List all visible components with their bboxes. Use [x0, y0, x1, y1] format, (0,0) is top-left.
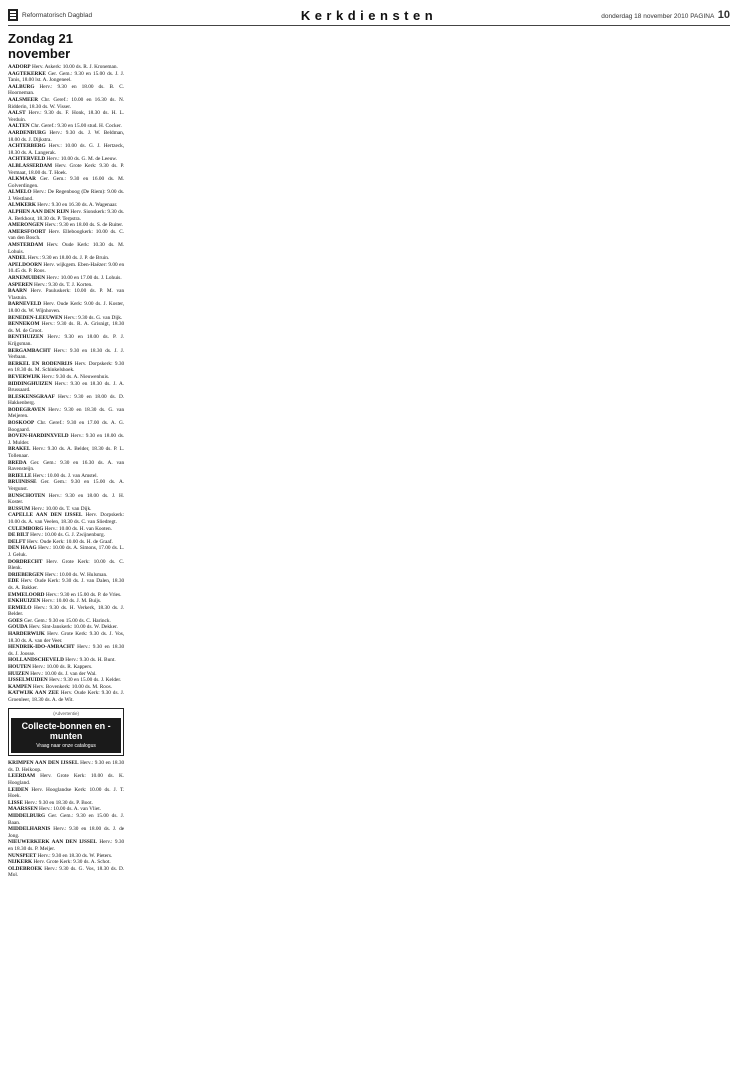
- entry-text: Herv.: 9.30 en 18.30 ds. J. A. Brussaard.: [8, 380, 125, 394]
- entry-text: Herv.: 9.30 en 18.00 ds. J. P. de Bruin.: [26, 255, 110, 262]
- entry-place: ERMELO: [8, 604, 32, 611]
- listing-entry: [8, 123, 124, 130]
- entry-place: ACHTERVELD: [8, 156, 46, 163]
- listing-entry: [8, 130, 124, 143]
- listing-entry: [8, 420, 124, 433]
- listing-entry: [8, 618, 124, 625]
- entry-text: Herv. Grote Kerk: 10.00 ds. C. Blenk.: [8, 558, 125, 572]
- listing-entry: [8, 578, 124, 591]
- listing-entry: [8, 255, 124, 262]
- entry-place: ANDEL: [8, 255, 27, 262]
- entry-place: DE BILT: [8, 532, 29, 539]
- page-header: [8, 6, 730, 24]
- entry-text: Herv. Sionskerk: 9.30 ds. A. Berkhout, 18.30 ds. P. Terpstra.: [8, 209, 125, 222]
- entry-text: Ger. Gem.: 9.30 en 15.00 ds. C. Harinck.: [22, 617, 111, 624]
- entry-place: ALBLASSERDAM: [8, 162, 53, 169]
- entry-place: AMSTERDAM: [8, 242, 44, 249]
- entry-text: Herv. Oude Kerk: 9.30 ds. J. Groenleer, 18.30 ds. A. de Wit.: [8, 690, 125, 703]
- entry-place: BODEGRAVEN: [8, 406, 46, 413]
- listing-entry: [8, 479, 124, 492]
- listing-entry: [8, 859, 124, 866]
- entry-text: Herv. Bovenkerk: 10.00 ds. M. Roos.: [31, 683, 112, 690]
- entry-place: EMMELOORD: [8, 591, 45, 598]
- entry-text: Herv.: 9.30 en 18.00 ds. J. H. Koster.: [8, 492, 125, 506]
- entry-place: DELFT: [8, 538, 26, 545]
- entry-text: Herv.: 9.30 en 18.30 ds. G. van Meijeren.: [8, 406, 125, 420]
- entry-place: BOVEN-HARDINXVELD: [8, 433, 69, 440]
- entry-place: CULEMBORG: [8, 525, 44, 532]
- entry-place: BUNSCHOTEN: [8, 492, 46, 499]
- entry-place: ENKHUIZEN: [8, 598, 41, 605]
- entry-place: BRUINISSE: [8, 479, 37, 486]
- entry-place: MIDDELHARNIS: [8, 826, 51, 833]
- listing-entry: [8, 493, 124, 506]
- entry-text: Herv.: 9.30 ds. H. Bunt.: [63, 657, 116, 664]
- entry-place: BERGAMBACHT: [8, 347, 51, 354]
- listing-entry: [8, 773, 124, 786]
- entry-text: Ger. Gem.: 9.30 en 15.00 ds. J. J. Tanis, 18.00 lst. A. Jongeneel.: [8, 70, 125, 84]
- entry-place: AMERONGEN: [8, 222, 44, 229]
- listing-entry: [8, 526, 124, 533]
- entry-place: AMERSFOORT: [8, 228, 46, 235]
- entry-text: Herv.: 9.30 ds. J. W. Beldman, 18.00 ds. J. Dijkstra.: [8, 129, 125, 143]
- entry-text: Chr. Geref.: 10.00 en 16.30 ds. N. Ridderin, 18.30 ds. W. Visser.: [8, 96, 125, 110]
- header-right: [560, 9, 730, 21]
- listing-entry: [8, 572, 124, 579]
- entry-text: Herv.: 9.30 en 18.30 ds. D. Heikoop.: [8, 760, 125, 773]
- entry-place: AAGTEKERKE: [8, 70, 46, 77]
- entry-place: AALST: [8, 110, 26, 117]
- entry-place: BAARN: [8, 288, 27, 295]
- listing-entry: [8, 866, 124, 879]
- entry-text: Herv. Grote Kerk: 9.30 ds. J. Vos, 18.30 ds. A. van der Veer.: [8, 631, 125, 644]
- entry-place: ACHTERBERG: [8, 143, 46, 150]
- listing-entry: [8, 202, 124, 209]
- entry-place: DEN HAAG: [8, 545, 37, 552]
- entry-text: Herv.: 9.30 ds. H. Verkerk, 18.30 ds. J. Belder.: [8, 604, 125, 618]
- entry-place: EDE: [8, 578, 19, 585]
- listing-entry: [8, 806, 124, 813]
- listing-entry: [8, 163, 124, 176]
- listing-entry: [8, 209, 124, 222]
- entry-place: KATWIJK AAN ZEE: [8, 690, 59, 697]
- listing-entry: [8, 690, 124, 703]
- advert-body: Vraag naar onze catalogus: [36, 743, 96, 750]
- listing-entry: [8, 407, 124, 420]
- entry-text: Herv.: 9.30 en 18.30 ds. P. Boot.: [23, 799, 93, 806]
- listing-entry: [8, 321, 124, 334]
- listing-entry: [8, 348, 124, 361]
- entry-place: BUSSUM: [8, 505, 31, 512]
- listing-entry: [8, 156, 124, 163]
- entry-text: Herv.: 9.30 en 18.30 ds. W. Pieters.: [36, 852, 113, 859]
- listing-entry: [8, 787, 124, 800]
- entry-place: BERKEL EN RODENRIJS: [8, 360, 73, 367]
- entry-text: Herv.: 9.30 en 18.00 ds. D. Hakkenberg.: [8, 393, 125, 407]
- listing-entry: [8, 813, 124, 826]
- header-left: [8, 9, 178, 21]
- entry-place: BENTHUIZEN: [8, 334, 44, 341]
- entry-place: HOUTEN: [8, 664, 31, 671]
- entry-place: BLESKENSGRAAF: [8, 393, 55, 400]
- listing-entry: [8, 288, 124, 301]
- listing-entry: [8, 559, 124, 572]
- entry-text: Herv. Dorpskerk: 10.00 ds. A. van Veelen, 18.30 ds. C. van Sliedregt.: [8, 512, 125, 525]
- listing-entry: [8, 800, 124, 807]
- entry-text: Herv. Grote Kerk: 9.30 ds. A. Schot.: [32, 859, 111, 866]
- entry-text: Herv. wijkgem. Eben-Haëzer: 9.00 en 10.45 ds. P. Roos.: [8, 261, 125, 275]
- entry-place: LISSE: [8, 799, 24, 806]
- entry-text: Herv.: 9.30 ds. G. Vos, 18.30 ds. D. Mol.: [8, 865, 125, 879]
- entry-place: DORDRECHT: [8, 558, 43, 565]
- entry-text: Herv.: 9.30 en 18.00 ds. J. de Jong.: [8, 826, 125, 839]
- advertisement: [8, 708, 124, 757]
- listing-entry: [8, 592, 124, 599]
- listing-entry: [8, 71, 124, 84]
- entry-text: Herv.: 10.00 ds. G. M. de Leeuw.: [45, 156, 118, 163]
- entry-text: Herv. Dorpskerk: 9.30 en 18.30 ds. M. Schinkelshoek.: [8, 360, 125, 374]
- entry-place: ALMELO: [8, 189, 32, 196]
- entry-place: BARNEVELD: [8, 301, 42, 308]
- entry-text: Herv.: 10.00 ds. R. Kappers.: [30, 664, 93, 671]
- listing-entry: [8, 598, 124, 605]
- listing-entry: [8, 671, 124, 678]
- entry-place: BEVERWIJK: [8, 373, 41, 380]
- entry-place: NIJKERK: [8, 859, 33, 866]
- listing-entry: [8, 110, 124, 123]
- listing-columns: [8, 31, 730, 1061]
- listing-entry: [8, 446, 124, 459]
- entry-place: LEIDEN: [8, 786, 29, 793]
- entry-place: KAMPEN: [8, 683, 32, 690]
- listing-entry: [8, 657, 124, 664]
- listing-entry: [8, 334, 124, 347]
- entry-text: Herv.: 9.30 ds. G. van Dijk.: [62, 314, 123, 321]
- listing-entry: [8, 433, 124, 446]
- entry-place: DRIEBERGEN: [8, 571, 44, 578]
- entry-place: BENNEKOM: [8, 321, 40, 328]
- entry-place: AALSMEER: [8, 96, 39, 103]
- entry-text: Herv.: 9.30 en 18.00 ds. S. de Ruiter.: [43, 222, 124, 229]
- entry-text: Herv. Hooglandse Kerk: 10.00 ds. J. T. Hoek.: [8, 786, 125, 800]
- entry-place: ALMKERK: [8, 202, 36, 209]
- entry-text: Herv.: 9.30 ds. F. Honk, 18.30 ds. H. L. Verduin.: [8, 110, 125, 123]
- entry-place: BREDA: [8, 459, 27, 466]
- listing-entry: [8, 374, 124, 381]
- entry-place: MIDDELBURG: [8, 812, 46, 819]
- listing-entry: [8, 189, 124, 202]
- entry-text: Herv. Sint-Janskerk: 10.00 ds. W. Dekker.: [27, 624, 118, 631]
- entry-text: Ger. Gem.: 9.30 en 15.00 ds. A. Vergunst.: [8, 479, 125, 492]
- listing-entry: [8, 84, 124, 97]
- entry-place: NUNSPEET: [8, 852, 37, 859]
- entry-text: Chr. Geref.: 9.30 en 15.00 stud. H. Cocker.: [29, 123, 122, 130]
- entry-text: Herv.: 10.00 ds. W. Hulsman.: [43, 571, 108, 578]
- page-number: 10: [717, 9, 730, 21]
- listing-entry: [8, 545, 124, 558]
- entry-place: CAPELLE AAN DEN IJSSEL: [8, 512, 83, 519]
- entry-place: GOUDA: [8, 624, 28, 631]
- entry-text: Herv.: 9.30 en 18.30 ds. J. Joosse.: [8, 644, 125, 657]
- advert-label: (Advertentie): [53, 710, 79, 716]
- entry-place: MAARSSEN: [8, 806, 38, 813]
- listing-entry: [8, 229, 124, 242]
- section-title: Zondag 21 november: [8, 31, 74, 61]
- entry-text: Herv.: 10.00 en 17.00 ds. J. Lohuis.: [45, 275, 122, 281]
- publication-date: donderdag 18 november 2010: [601, 13, 689, 20]
- entry-text: Herv.: 9.30 en 15.00 ds. J. Kelder.: [47, 677, 122, 684]
- entry-text: Herv. Oude Kerk: 9.00 ds. J. Koster, 18.00 ds. W. Wijnhoven.: [8, 301, 125, 314]
- entry-place: GOES: [8, 617, 23, 624]
- entry-text: Herv. Elleboogkerk: 10.00 ds. C. van den Bosch.: [8, 228, 125, 242]
- entry-text: Herv.: 9.30 en 18.30 ds. J. J. Verbaan.: [8, 347, 125, 361]
- entry-text: Herv.: 10.00 ds. G. J. Zwijnenburg.: [28, 532, 105, 539]
- entry-place: KRIMPEN AAN DEN IJSSEL: [8, 760, 79, 767]
- listing-entry: [8, 143, 124, 156]
- entry-place: HUIZEN: [8, 670, 29, 677]
- entry-text: Herv.: 9.30 en 16.30 ds. A. Wagenaar.: [35, 202, 118, 209]
- listing-entry: [8, 512, 124, 525]
- entry-text: Herv. Oude Kerk: 10.00 ds. H. de Graaf.: [25, 538, 113, 545]
- entry-text: Herv. Askerk: 10.00 ds. R. J. Kroneman.: [30, 64, 118, 70]
- entry-place: BENEDEN-LEEUWEN: [8, 314, 63, 321]
- entry-place: BRIELLE: [8, 472, 32, 479]
- listing-entry: [8, 826, 124, 839]
- listing-entry: [8, 361, 124, 374]
- entry-place: AALBURG: [8, 83, 35, 90]
- entry-place: APELDOORN: [8, 261, 42, 268]
- listing-entry: [8, 381, 124, 394]
- entry-place: HOLLANDSCHEVELD: [8, 657, 64, 664]
- entry-place: BRAKEL: [8, 446, 31, 453]
- listing-entry: [8, 460, 124, 473]
- listing-entry: [8, 631, 124, 644]
- listing-entry: [8, 282, 124, 289]
- entry-text: Herv.: 10.00 ds. J. M. Buijs.: [40, 598, 102, 605]
- entry-text: Ger. Gem.: 9.30 en 16.30 ds. A. van Ravensteijn.: [8, 459, 125, 473]
- entry-place: HARDERWIJK: [8, 631, 45, 638]
- advert-box: [11, 718, 121, 753]
- entry-text: Ger. Gem.: 9.30 en 16.00 ds. M. Golverdingen.: [8, 176, 125, 189]
- listing-entry: [8, 624, 124, 631]
- listing-entry: [8, 301, 124, 314]
- listing-entry: [8, 853, 124, 860]
- entry-text: Herv.: 9.30 en 18.00 ds. J. Mulder.: [8, 433, 125, 446]
- entry-text: Herv.: 10.00 ds. G. J. Hertzeck, 18.30 ds. A. Langerak.: [8, 143, 125, 156]
- listing-entry: [8, 262, 124, 275]
- listing-entry: [8, 839, 124, 852]
- entry-text: Herv.: 10.00 ds. A. Simons, 17.00 ds. L. J. Geluk.: [8, 545, 125, 558]
- listing-entry: [8, 539, 124, 546]
- entry-place: BIDDINGHUIZEN: [8, 380, 53, 387]
- entry-text: Herv.: 10.00 ds. A. van Vliet.: [37, 806, 101, 813]
- entry-text: Herv.: 9.30 en 18.00 ds. B. C. Hoorneman.: [8, 83, 125, 97]
- listing-entry: [8, 760, 124, 773]
- entry-text: Herv.: 9.30 en 15.00 ds. P. de Vries.: [44, 591, 122, 598]
- entry-text: Herv.: 10.00 ds. J. van Amstel.: [31, 472, 98, 479]
- listing-entry: [8, 677, 124, 684]
- publication-name: Reformatorisch Dagblad: [22, 11, 93, 19]
- entry-text: Herv.: 9.30 en 18.30 ds. P. Meijer.: [8, 839, 125, 852]
- entry-place: AARDENBURG: [8, 129, 46, 136]
- page-label: PAGINA: [690, 13, 714, 20]
- entry-place: NIEUWERKERK AAN DEN IJSSEL: [8, 839, 97, 846]
- entry-text: Herv.: 9.30 ds. T. J. Korten.: [32, 281, 93, 288]
- advert-headline: Collecte-bonnen en -munten: [21, 721, 111, 742]
- entry-text: Ger. Gem.: 9.30 en 15.00 ds. J. Baan.: [8, 812, 125, 826]
- entry-text: Herv. Pauluskerk: 10.00 ds. P. M. van Vlastuin.: [8, 288, 125, 301]
- listing-entry: [8, 664, 124, 671]
- entry-place: AALTEN: [8, 123, 30, 130]
- entry-text: Herv. Oude Kerk: 10.30 ds. M. Lohuis.: [8, 242, 125, 255]
- entry-place: ALPHEN AAN DEN RIJN: [8, 209, 69, 216]
- entry-place: HENDRIK-IDO-AMBACHT: [8, 644, 75, 651]
- entry-text: Herv. Grote Kerk: 9.30 ds. P. Vermaat, 18.00 ds. T. Hoek.: [8, 162, 125, 176]
- listing-entry: [8, 222, 124, 229]
- entry-text: Herv.: 9.30 ds. A. Nieuwenhuis.: [40, 373, 110, 380]
- logo-icon: [8, 9, 18, 21]
- listing-entry: [8, 644, 124, 657]
- entry-place: ASPEREN: [8, 281, 33, 288]
- listing-entry: [8, 532, 124, 539]
- entry-place: OLDEBROEK: [8, 865, 43, 872]
- entry-text: Herv.: 10.00 ds. T. van Dijk.: [30, 505, 92, 512]
- entry-text: Herv.: 10.00 ds. H. van Kooten.: [43, 525, 112, 532]
- entry-text: Herv.: 9.30 ds. R. A. Grisnigt, 18.30 ds. M. de Groot.: [8, 321, 125, 334]
- listing-entry: [8, 394, 124, 407]
- listing-entry: [8, 605, 124, 618]
- entry-place: BOSKOOP: [8, 420, 35, 427]
- entry-text: Chr. Geref.: 9.30 en 17.00 ds. A. G. Boogaard.: [8, 420, 125, 433]
- entry-place: IJSSELMUIDEN: [8, 677, 48, 684]
- listing-entry: [8, 684, 124, 691]
- listing-entry: [8, 97, 124, 110]
- entry-text: Herv.: 9.30 en 18.00 ds. P. J. Krijgsman.: [8, 334, 125, 347]
- listing-entry: [8, 315, 124, 322]
- entry-place: ARNEMUIDEN: [8, 275, 46, 281]
- listing-entry: [8, 242, 124, 255]
- listing-entry: [8, 64, 124, 71]
- listing-entry: [8, 506, 124, 513]
- entry-text: Herv.: 10.00 ds. J. van der Wal.: [28, 670, 97, 677]
- entry-place: LEERDAM: [8, 773, 36, 780]
- page-title: Kerkdiensten: [300, 7, 438, 23]
- listing-entry: [8, 176, 124, 189]
- entry-text: Herv. Oude Kerk: 9.30 ds. J. van Dalen, 18.30 ds. A. Bakker.: [8, 578, 125, 591]
- header-rule: [8, 25, 730, 26]
- listing-entry: [8, 275, 124, 282]
- entry-place: ALKMAAR: [8, 176, 36, 183]
- entry-place: AADORP: [8, 64, 31, 70]
- listing-entry: [8, 473, 124, 480]
- entry-text: Herv.: 9.30 ds. A. Belder, 18.30 ds. P. L. Tollenaar.: [8, 446, 125, 460]
- entry-text: Herv. Grote Kerk: 10.00 ds. K. Hoogland.: [8, 773, 125, 786]
- entry-text: Herv.: De Regenboog (De Riem): 9.00 ds. J. Westland.: [8, 189, 125, 202]
